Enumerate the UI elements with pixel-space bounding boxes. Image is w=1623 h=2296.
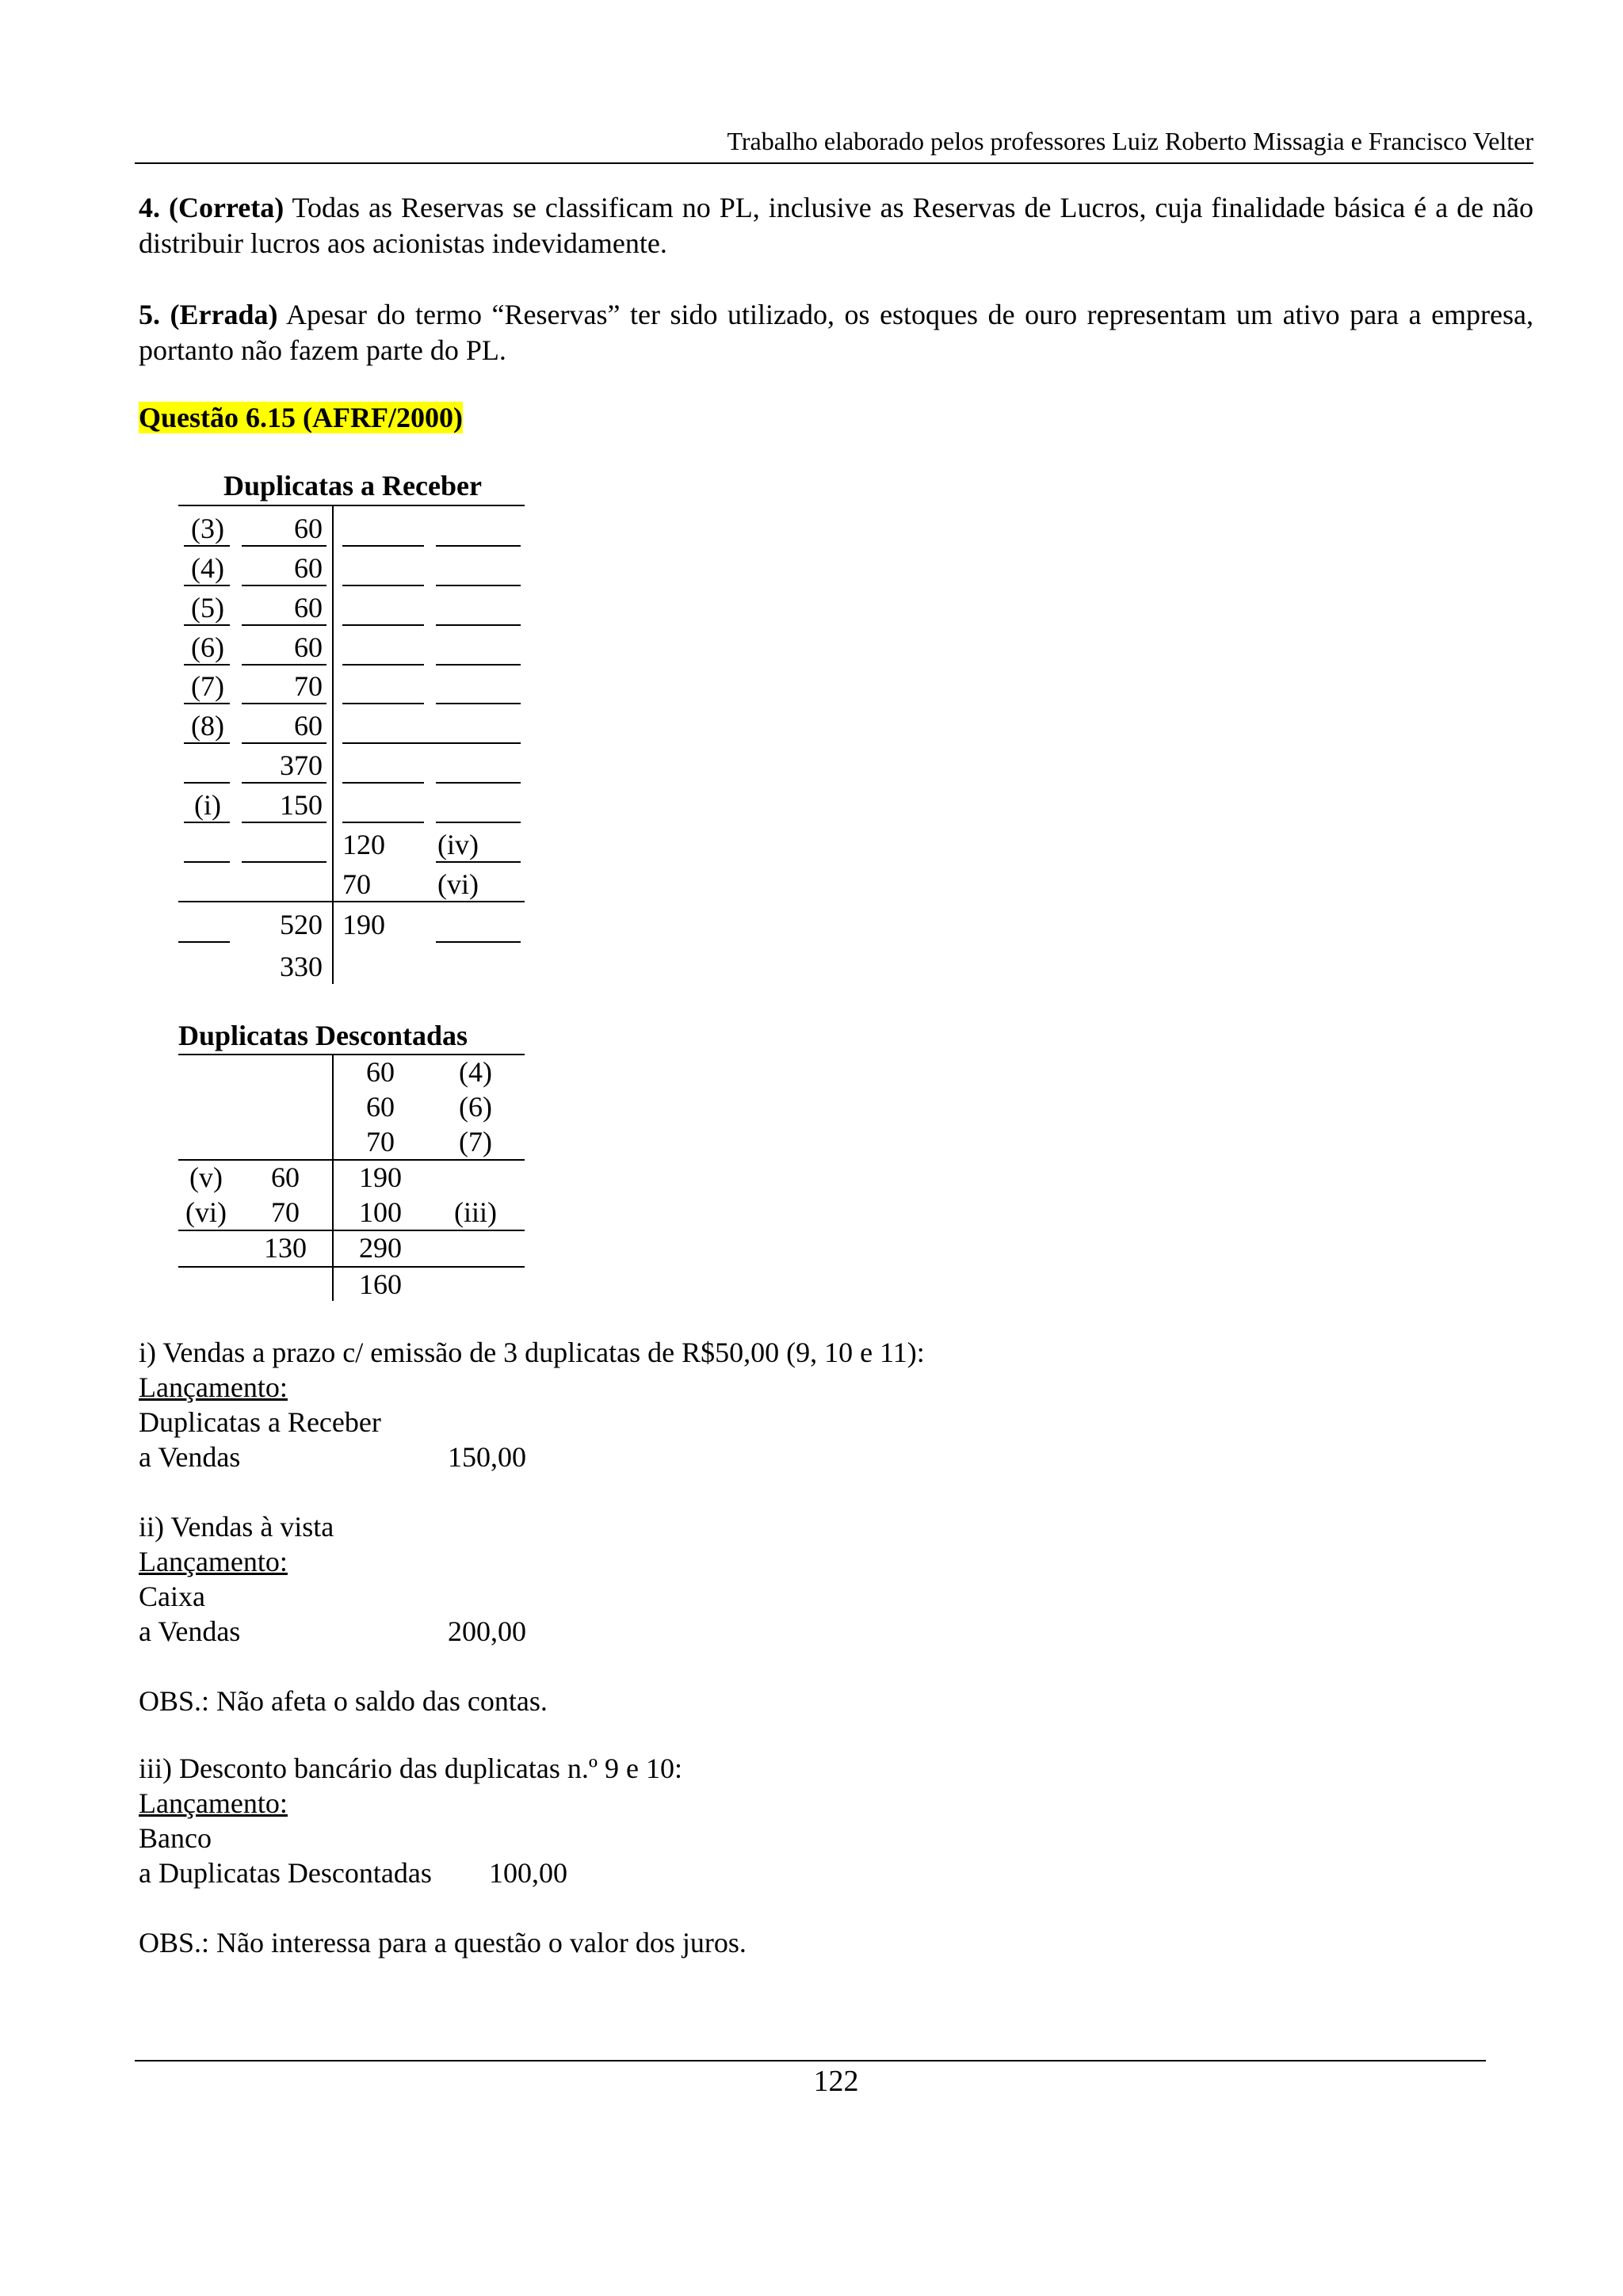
t1-rule: [242, 545, 327, 547]
t1-rule: [184, 782, 230, 784]
t1-rule: [436, 545, 521, 547]
t1-debit: 60: [294, 552, 323, 584]
t1-ref: (4): [191, 552, 224, 584]
t1-rule: [436, 664, 521, 666]
item-4: [139, 190, 1533, 261]
t1-rule: [184, 703, 230, 704]
t1-debit: 70: [294, 670, 323, 702]
header-rule: [135, 162, 1533, 164]
t1-rule: [436, 822, 521, 823]
t2-credit: 100: [359, 1196, 402, 1228]
t1-debit: 60: [294, 513, 323, 544]
t1-rule: [436, 703, 521, 704]
t1-ref: (7): [191, 670, 224, 702]
t2-rule: [178, 1266, 525, 1268]
t1-ref: (i): [194, 789, 221, 821]
t2-credit: 190: [359, 1161, 402, 1193]
item-4-label: 4. (Correta): [139, 192, 285, 223]
question-title: Questão 6.15 (AFRF/2000): [139, 402, 463, 433]
t1-credit-total: 190: [342, 909, 385, 940]
t1-rule: [436, 861, 521, 863]
t1-title: Duplicatas a Receber: [223, 470, 482, 502]
entry-iii-credit: a Duplicatas Descontadas: [139, 1857, 432, 1889]
item-4-text: Todas as Reservas se classificam no PL, inclusive as Reservas de Lucros, cuja finalidade básica é a de não distribuir lucros aos acionistas indevidamente.: [139, 192, 1533, 259]
t2-credit-ref: (4): [459, 1056, 492, 1088]
t1-rule: [184, 624, 230, 626]
t1-rule: [436, 585, 521, 586]
t1-debit-subtotal: 370: [280, 749, 323, 781]
t1-rule: [342, 545, 424, 547]
item-5-text: Apesar do termo “Reservas” ter sido utilizado, os estoques de ouro representam um ativo para a empresa, portanto não fazem parte do PL.: [139, 299, 1533, 366]
t1-rule: [242, 861, 327, 863]
t2-credit: 60: [366, 1056, 395, 1088]
t2-credit-ref: (iii): [454, 1196, 497, 1228]
t1-rule: [342, 782, 424, 784]
t1-rule: [342, 585, 424, 586]
t1-ref: (5): [191, 592, 224, 624]
entry-iii-title: iii) Desconto bancário das duplicatas n.º 9 e 10:: [139, 1753, 682, 1784]
t2-ref: (v): [189, 1161, 223, 1193]
t1-rule: [342, 703, 424, 704]
t1-divider: [332, 505, 334, 984]
t1-ref: (8): [191, 710, 224, 742]
t1-rule: [184, 742, 230, 744]
obs-1: OBS.: Não afeta o saldo das contas.: [139, 1685, 548, 1717]
t1-rule: [184, 585, 230, 586]
entry-i-debit: Duplicatas a Receber: [139, 1406, 381, 1438]
t2-credit: 70: [366, 1126, 395, 1158]
t2-credit-ref: (7): [459, 1126, 492, 1158]
t1-rule: [436, 782, 521, 784]
t1-rule: [178, 941, 230, 943]
t1-rule: [184, 861, 230, 863]
t1-debit: 150: [280, 789, 323, 821]
t2-debit-total: 130: [264, 1232, 307, 1264]
t2-debit: 60: [271, 1161, 300, 1193]
entry-ii-credit: a Vendas: [139, 1615, 241, 1647]
t2-title-rule: [178, 1054, 525, 1055]
page-header: Trabalho elaborado pelos professores Luiz Roberto Missagia e Francisco Velter: [727, 127, 1533, 155]
t1-debit-total: 520: [280, 909, 323, 940]
t1-ref: (3): [191, 513, 224, 544]
t2-balance: 160: [359, 1268, 402, 1300]
t1-rule: [342, 624, 424, 626]
t1-rule: [342, 664, 424, 666]
entry-iii-debit: Banco: [139, 1822, 212, 1854]
t1-rule: [184, 545, 230, 547]
t1-debit: 60: [294, 710, 323, 742]
entry-iii-value: 100,00: [489, 1857, 567, 1889]
t1-rule-total: [178, 901, 525, 902]
t2-credit: 60: [366, 1091, 395, 1123]
t1-credit: 120: [342, 829, 385, 860]
obs-2: OBS.: Não interessa para a questão o valor dos juros.: [139, 1927, 747, 1958]
entry-i-value: 150,00: [448, 1441, 526, 1473]
t2-rule: [178, 1159, 525, 1161]
t2-credit-total: 290: [359, 1232, 402, 1264]
entry-ii-debit: Caixa: [139, 1581, 205, 1612]
entry-i-title: i) Vendas a prazo c/ emissão de 3 duplicatas de R$50,00 (9, 10 e 11):: [139, 1337, 925, 1368]
t2-divider: [332, 1054, 334, 1301]
t1-credit: 70: [342, 868, 371, 900]
t2-credit-ref: (6): [459, 1091, 492, 1123]
t1-rule: [436, 624, 521, 626]
t1-rule: [436, 941, 521, 943]
t1-rule: [342, 822, 424, 823]
t1-rule: [342, 742, 521, 744]
item-5: [139, 297, 1533, 368]
t1-rule: [184, 664, 230, 666]
entry-i-credit: a Vendas: [139, 1441, 241, 1473]
entry-ii-title: ii) Vendas à vista: [139, 1511, 334, 1543]
t1-rule: [242, 782, 327, 784]
entry-i-label: Lançamento:: [139, 1371, 288, 1403]
entry-ii-label: Lançamento:: [139, 1546, 288, 1577]
t1-debit: 60: [294, 631, 323, 663]
t2-debit: 70: [271, 1196, 300, 1228]
t2-rule-total: [178, 1230, 525, 1231]
entry-ii-value: 200,00: [448, 1615, 526, 1647]
entry-iii-label: Lançamento:: [139, 1787, 288, 1819]
t1-title-rule: [178, 505, 525, 506]
t1-credit-ref: (iv): [437, 829, 479, 860]
t1-rule: [242, 585, 327, 586]
item-5-label: 5. (Errada): [139, 299, 278, 330]
t1-balance: 330: [280, 951, 323, 982]
t2-ref: (vi): [185, 1196, 227, 1228]
page-number: 122: [813, 2065, 859, 2098]
t2-title: Duplicatas Descontadas: [178, 1020, 468, 1051]
t1-rule: [242, 703, 327, 704]
t1-ref: (6): [191, 631, 224, 663]
t1-rule: [184, 822, 230, 823]
t1-credit-ref: (vi): [437, 868, 479, 900]
footer-rule: [135, 2060, 1486, 2061]
t1-rule: [242, 742, 327, 744]
t1-rule: [242, 822, 327, 823]
t1-rule: [242, 624, 327, 626]
t1-rule: [242, 664, 327, 666]
t1-debit: 60: [294, 592, 323, 624]
